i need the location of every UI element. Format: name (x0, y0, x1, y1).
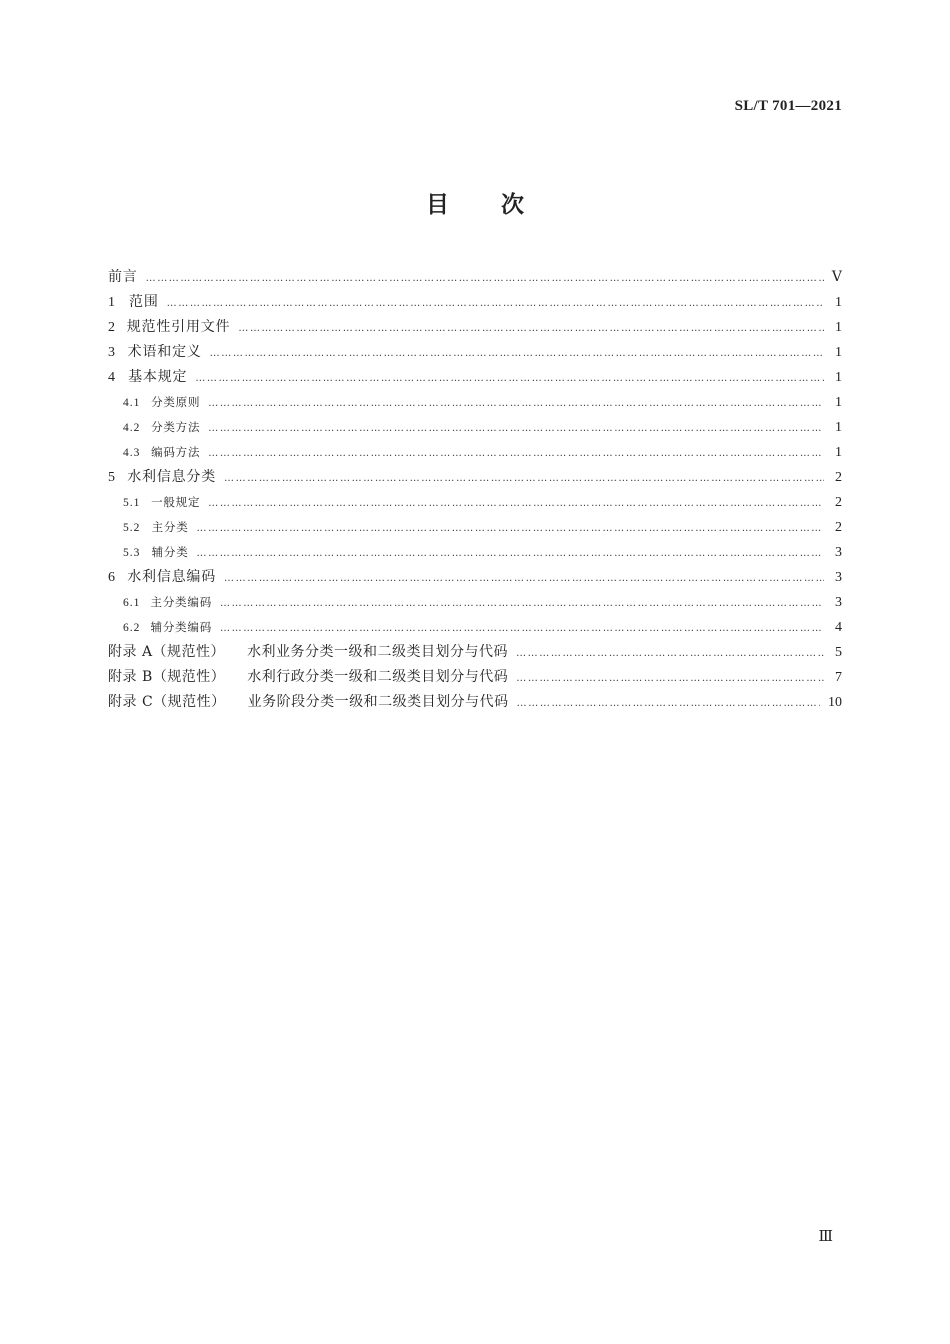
toc-entry-page: 10 (828, 695, 842, 710)
toc-entry-page: 3 (835, 545, 842, 560)
toc-entry-number: 4.1 (123, 397, 141, 409)
toc-entry-number: 5 (108, 470, 115, 485)
toc-entry-number: 2 (108, 320, 115, 335)
toc-entry-label: 主分类编码 (150, 595, 213, 609)
toc-leader-dots (208, 441, 824, 465)
toc-leader-dots (167, 291, 824, 315)
table-of-contents (108, 265, 842, 715)
toc-entry-label: 主分类 (151, 520, 189, 534)
toc-entry-page: 1 (835, 345, 842, 360)
toc-leader-dots (224, 566, 824, 590)
toc-leader-dots (208, 416, 824, 440)
toc-entry-label: 辅分类编码 (150, 620, 213, 634)
toc-leader-dots (195, 366, 824, 390)
toc-entry-label: 水利信息编码 (127, 569, 217, 585)
toc-entry-page: 3 (835, 595, 842, 610)
toc-entry-page: 7 (835, 670, 842, 685)
toc-entry-appendix-a[interactable] (108, 640, 842, 665)
toc-entry-number: 3 (108, 345, 115, 360)
page-title (0, 186, 950, 219)
toc-entry-page: 4 (835, 620, 842, 635)
toc-entry-label: 编码方法 (151, 445, 201, 459)
toc-entry-label: 一般规定 (151, 495, 201, 509)
toc-entry-number: 4.3 (123, 447, 141, 459)
toc-entry-5[interactable] (108, 465, 842, 490)
toc-entry-number: 4 (108, 370, 115, 385)
toc-entry-page: 1 (835, 370, 842, 385)
toc-leader-dots (210, 341, 824, 365)
toc-entry-page: 5 (835, 645, 842, 660)
toc-entry-page: 1 (835, 320, 842, 335)
toc-entry-5-1[interactable] (108, 490, 842, 515)
standard-code: SL/T 701—2021 (734, 98, 842, 114)
toc-leader-dots (238, 316, 824, 340)
toc-entry-label: 前言 (108, 269, 138, 285)
toc-leader-dots (220, 591, 824, 615)
toc-leader-dots (208, 391, 824, 415)
toc-entry-page: 2 (835, 495, 842, 510)
toc-leader-dots (224, 466, 824, 490)
toc-entry-6-2[interactable] (108, 615, 842, 640)
toc-entry-label (108, 640, 508, 665)
toc-entry-page: 1 (835, 445, 842, 460)
toc-entry-number: 1 (108, 295, 115, 310)
toc-entry-number: 5.3 (123, 547, 141, 559)
toc-entry-foreword[interactable] (108, 265, 842, 290)
toc-leader-dots (516, 666, 824, 690)
title-char-1: 目 (426, 192, 449, 218)
toc-entry-appendix-b[interactable] (108, 665, 842, 690)
toc-entry-number: 5.1 (123, 497, 141, 509)
toc-entry-2[interactable] (108, 315, 842, 340)
toc-entry-label: 辅分类 (151, 545, 189, 559)
toc-entry-number: 5.2 (123, 522, 141, 534)
appendix-title: 水利业务分类一级和二级类目划分与代码 (247, 644, 509, 660)
toc-entry-label (108, 665, 508, 690)
toc-entry-label: 范围 (129, 294, 159, 310)
toc-leader-dots (516, 641, 824, 665)
toc-entry-number: 6.1 (123, 597, 141, 609)
toc-entry-page: 3 (835, 570, 842, 585)
appendix-prefix: 附录 C（规范性） (108, 694, 226, 710)
toc-entry-page: 1 (835, 395, 842, 410)
toc-entry-6[interactable] (108, 565, 842, 590)
toc-entry-6-1[interactable] (108, 590, 842, 615)
appendix-title: 水利行政分类一级和二级类目划分与代码 (247, 669, 509, 685)
toc-entry-page: 2 (835, 470, 842, 485)
toc-entry-label: 水利信息分类 (127, 469, 217, 485)
toc-entry-4-2[interactable] (108, 415, 842, 440)
toc-entry-3[interactable] (108, 340, 842, 365)
toc-entry-4-3[interactable] (108, 440, 842, 465)
toc-entry-page: 1 (835, 295, 842, 310)
toc-entry-number: 4.2 (123, 422, 141, 434)
toc-leader-dots (146, 266, 824, 290)
toc-entry-4-1[interactable] (108, 390, 842, 415)
toc-entry-number: 6 (108, 570, 115, 585)
toc-entry-5-2[interactable] (108, 515, 842, 540)
toc-entry-label: 基本规定 (128, 369, 188, 385)
toc-entry-number: 6.2 (123, 622, 141, 634)
toc-leader-dots (220, 616, 824, 640)
toc-entry-appendix-c[interactable] (108, 690, 842, 715)
toc-leader-dots (208, 491, 824, 515)
toc-entry-label (108, 690, 509, 715)
appendix-prefix: 附录 A（规范性） (108, 644, 226, 660)
title-char-2: 次 (501, 192, 524, 218)
toc-entry-label: 术语和定义 (127, 344, 202, 360)
page-number: Ⅲ (818, 1229, 833, 1245)
toc-leader-dots (197, 516, 825, 540)
toc-entry-page: 1 (835, 420, 842, 435)
toc-entry-page: 2 (835, 520, 842, 535)
appendix-title: 业务阶段分类一级和二级类目划分与代码 (247, 694, 509, 710)
toc-entry-label: 规范性引用文件 (126, 319, 231, 335)
toc-leader-dots (517, 691, 820, 715)
toc-entry-4[interactable] (108, 365, 842, 390)
toc-entry-label: 分类方法 (151, 420, 201, 434)
toc-entry-label: 分类原则 (151, 395, 201, 409)
toc-entry-1[interactable] (108, 290, 842, 315)
toc-entry-page: Ⅴ (831, 270, 842, 285)
toc-leader-dots (197, 541, 825, 565)
toc-entry-5-3[interactable] (108, 540, 842, 565)
appendix-prefix: 附录 B（规范性） (108, 669, 226, 685)
